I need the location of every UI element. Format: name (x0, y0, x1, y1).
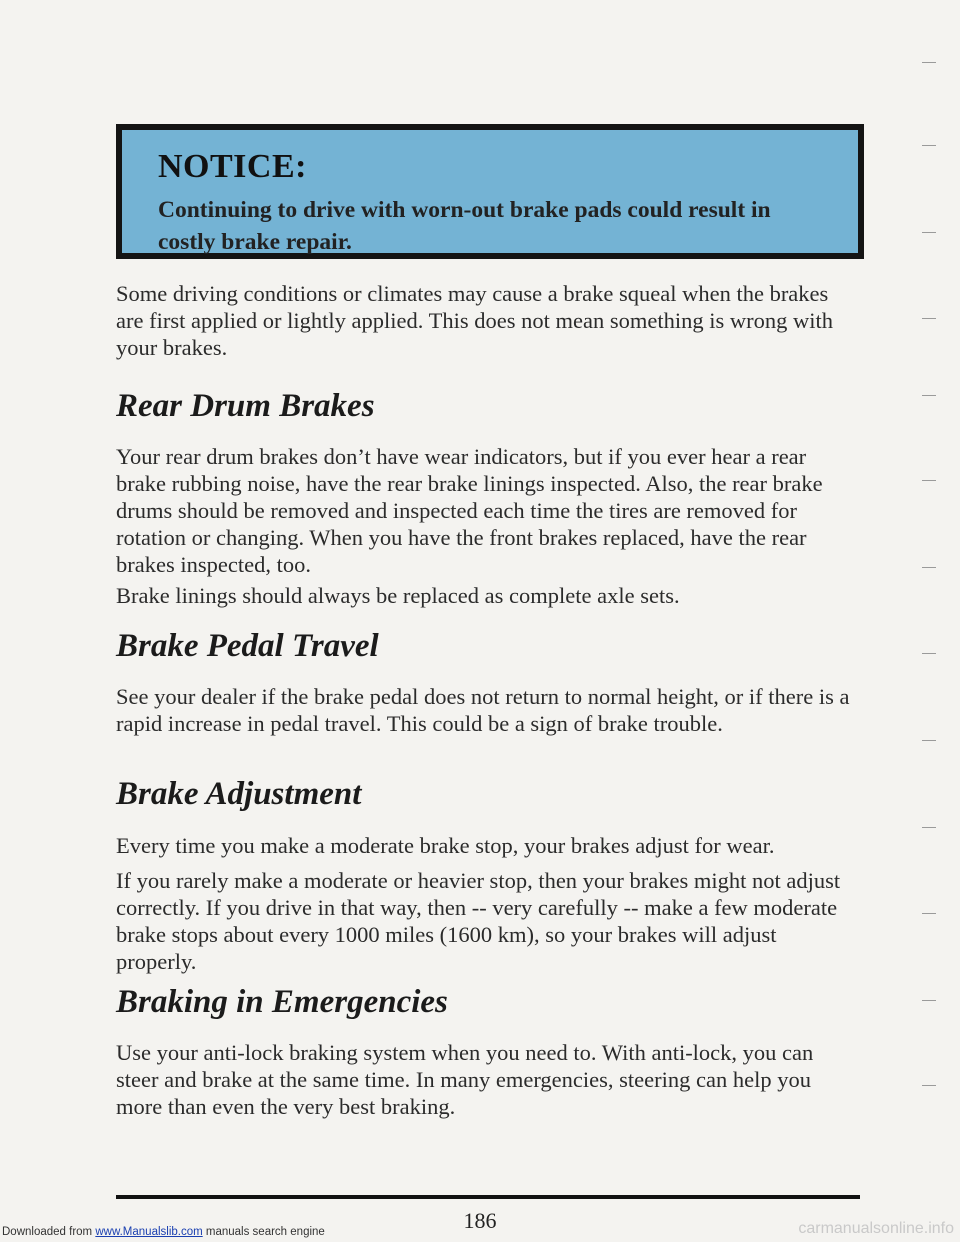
heading-rear-drum-brakes: Rear Drum Brakes (116, 388, 375, 424)
margin-mark (922, 567, 936, 568)
margin-mark (922, 827, 936, 828)
margin-mark (922, 232, 936, 233)
heading-brake-pedal-travel: Brake Pedal Travel (116, 628, 379, 664)
page-number: 186 (463, 1208, 497, 1233)
margin-mark (922, 740, 936, 741)
paragraph-pedal-travel: See your dealer if the brake pedal does not return to normal height, or if there is a rapid increase in pedal travel. This could be a sign of brake trouble. (116, 684, 850, 736)
margin-mark (922, 1085, 936, 1086)
paragraph-rear-drum-2: Brake linings should always be replaced as complete axle sets. (116, 583, 680, 608)
heading-brake-adjustment: Brake Adjustment (116, 776, 362, 812)
notice-box (116, 124, 864, 259)
margin-mark (922, 62, 936, 63)
paragraph-adjustment-2: If you rarely make a moderate or heavier stop, then your brakes might not adjust correctly. If you drive in that way, then -- very carefully -- make a few moderate brake stops about every 1000 miles (1600 km), so your brakes will adjust properly. (116, 868, 841, 974)
paragraph-rear-drum-1: Your rear drum brakes don’t have wear indicators, but if you ever hear a rear brake rubbing noise, have the rear brake linings inspected. Also, the rear brake drums should be removed and inspected each time the tires are removed for rotation or changing. When you have the front brakes replaced, have the rear brakes inspected, too. (116, 444, 823, 577)
notice-body: Continuing to drive with worn-out brake pads could result in costly brake repair. (158, 197, 771, 255)
paragraph-adjustment-1: Every time you make a moderate brake stop, your brakes adjust for wear. (116, 833, 775, 858)
margin-mark (922, 653, 936, 654)
margin-mark (922, 913, 936, 914)
footer-suffix: manuals search engine (202, 1226, 325, 1238)
intro-paragraph: Some driving conditions or climates may cause a brake squeal when the brakes are first applied or lightly applied. This does not mean something is wrong with your brakes. (116, 281, 833, 360)
watermark-text: carmanualsonline.info (798, 1220, 954, 1237)
margin-mark (922, 480, 936, 481)
margin-mark (922, 318, 936, 319)
notice-title: NOTICE: (158, 148, 307, 185)
manualslib-link[interactable]: www.Manualslib.com (95, 1226, 203, 1238)
download-footer (2, 1226, 325, 1238)
paragraph-emergencies: Use your anti-lock braking system when you need to. With anti-lock, you can steer and brake at the same time. In many emergencies, steering can help you more than even the very best braking. (116, 1040, 814, 1119)
margin-mark (922, 1000, 936, 1001)
margin-mark (922, 395, 936, 396)
margin-mark (922, 145, 936, 146)
heading-braking-emergencies: Braking in Emergencies (116, 984, 448, 1020)
footer-rule (116, 1195, 860, 1199)
footer-prefix: Downloaded from (2, 1226, 96, 1238)
